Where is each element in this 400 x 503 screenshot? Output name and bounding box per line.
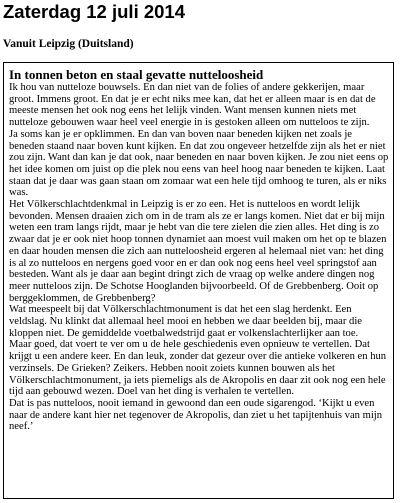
article-paragraph: Het Völkerschlachtdenkmal in Leipzig is er zo een. Het is nutteloos en wordt lelijk bevonden. Mensen draaien zich om in de tram als ze er langs komen. Niet dat er bij mijn weten een tram langs rijdt, maar je hebt van die tere zielen die zien alles. Het ding is zo zwaar dat je er ook niet hoop tonnen dynamiet aan moest vuil maken om het op te blazen en daar houden mensen die zich aan nutteloosheid ergeren al helemaal niet van: het ding is al zo nutteloos en nergens goed voor en er dan ook nog eens heel veel springstof aan besteden. Want als je daar aan begint dringt zich de vraag op welke andere dingen nog meer nutteloos zijn. De Schotse Hooglanden bijvoorbeeld. Of de Grebbenberg. Ooit op berggeklommen, de Grebbenberg? (9, 199, 387, 304)
page-title: Zaterdag 12 juli 2014 (3, 1, 186, 22)
article-box (3, 62, 394, 499)
article-paragraph: Dat is pas nutteloos, nooit iemand in gewoond dan een oude sigarengod. ‘Kijkt u even naar de andere kant hier net tegenover de Akropolis, dan ziet u het tapijtenhuis van mijn neef.’ (9, 397, 383, 433)
page-subtitle: Vanuit Leipzig (Duitsland) (3, 38, 134, 50)
article-paragraph: Maar goed, dat voert te ver om u de hele geschiedenis even opnieuw te vertellen. Dat krijgt u een andere keer. En dan leuk, zonder dat gezeur over die antieke volkeren en hun verzinsels. De Grieken? Zeikers. Hebben nooit zoiets kunnen bouwen als het Völkerschlachtmonument, ja iets piemeligs als de Akropolis en daar zit ook nog een hele tijd aan gebouwd wezen. Doel van het ding is verhalen te vertellen. (9, 339, 387, 398)
article-heading: In tonnen beton en staal gevatte nutteloosheid (9, 67, 264, 82)
article-paragraph: Wat meespeelt bij dat Völkerschlachtmonument is dat het een slag herdenkt. Een veldslag. Nu klinkt dat allemaal heel mooi en hebben we daar beelden bij, maar die kloppen niet. De gemiddelde voetbalwedstrijd gaat er volkenslachterlijker aan toe. (9, 304, 362, 339)
article-body (9, 82, 389, 433)
article-paragraph: Ja soms kan je er opklimmen. En dan van boven naar beneden kijken net zoals je beneden staand naar boven kunt kijken. En dat zou ongeveer hetzelfde zijn als het er niet zou zijn. Want dan kan je dat ook, naar beneden en naar boven kijken. Je zou niet eens op het idee komen om juist op die plek nou eens van heel hoog naar beneden te kijken. Laat staan dat je daar was gaan staan om zomaar wat een hele tijd omhoog te turen, als er niks was. (9, 128, 389, 199)
article-paragraph: Ik hou van nutteloze bouwsels. En dan niet van de folies of andere gekkerijen, maar groot. Immens groot. En dat je er echt niks mee kan, dat het er alleen maar is en dat de meeste mensen het ook nog eens het lelijk vinden. Want mensen kunnen niets met nutteloze gebouwen waar heel veel energie in is gestoken alleen om nutteloos te zijn. (9, 82, 376, 129)
